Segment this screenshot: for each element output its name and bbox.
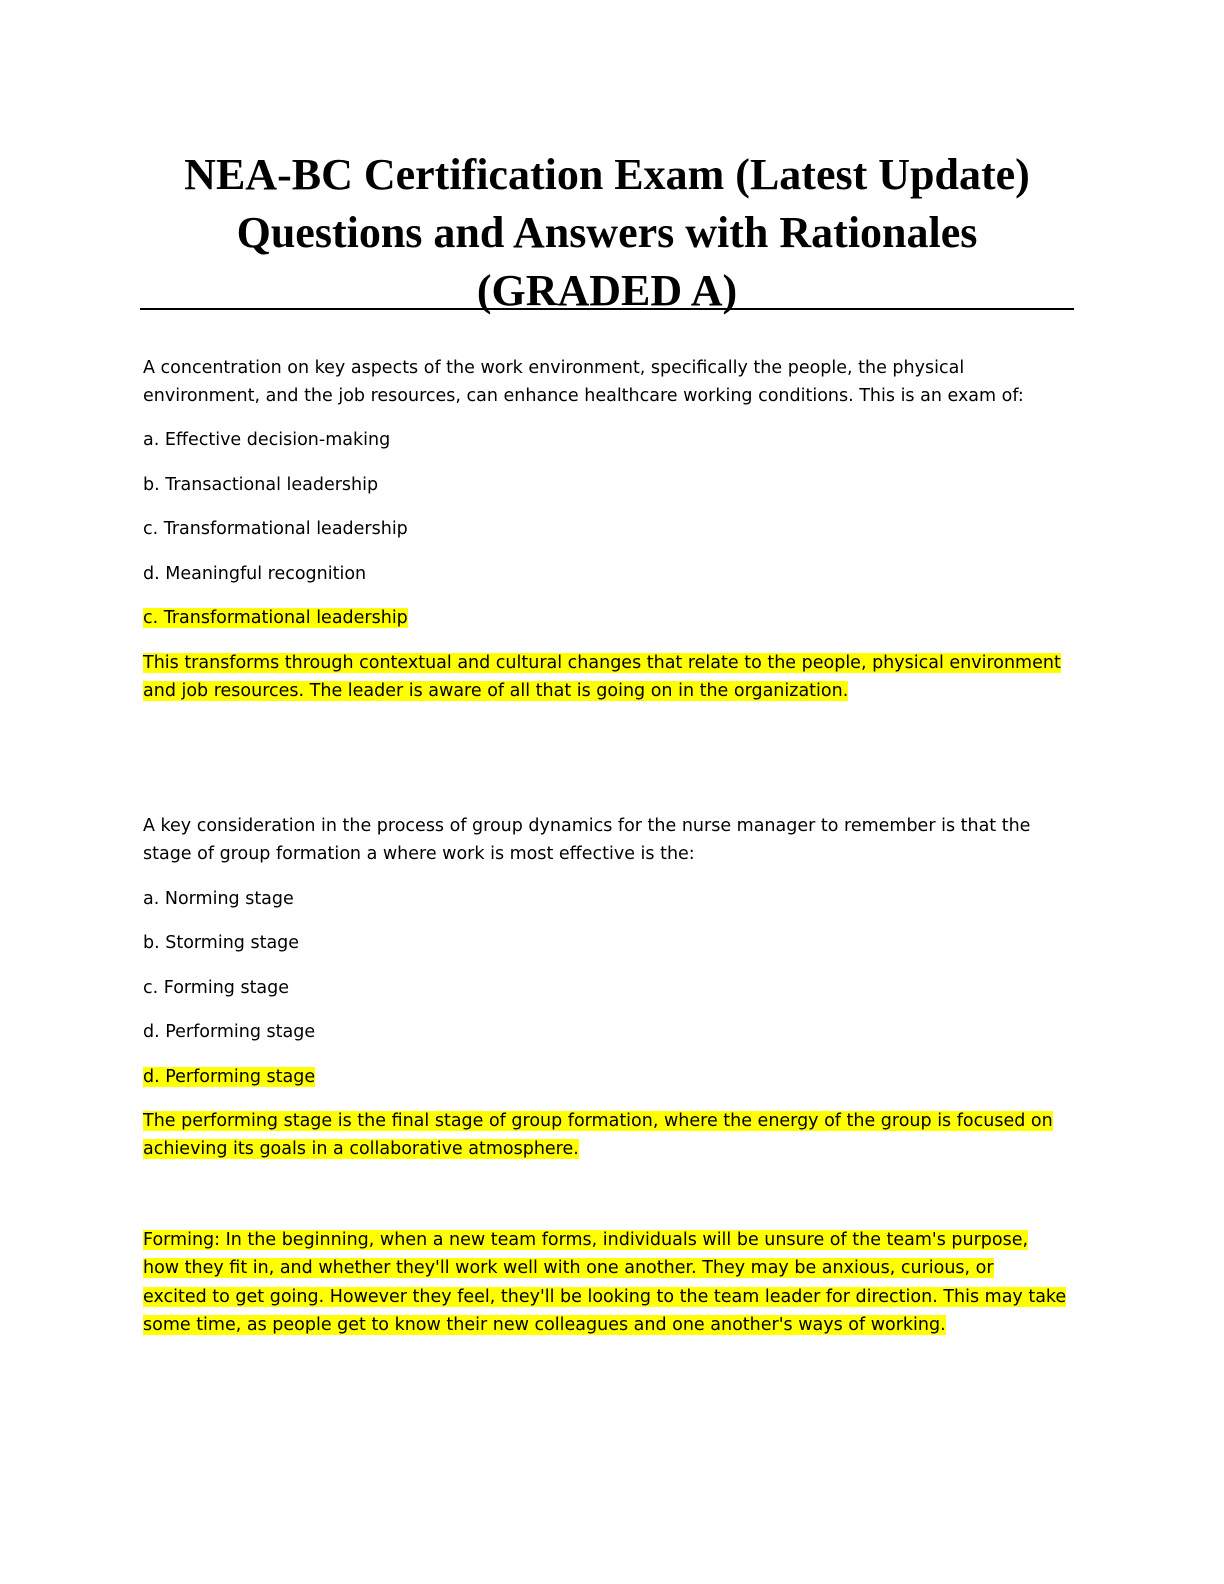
question-2-option-c: c. Forming stage bbox=[143, 978, 290, 998]
question-1-option-d: d. Meaningful recognition bbox=[143, 564, 367, 584]
question-2-rationale-line-1: The performing stage is the final stage of group formation, where the energy of the group is focused on bbox=[143, 1111, 1053, 1131]
question-2-option-b: b. Storming stage bbox=[143, 933, 300, 953]
question-2-answer: d. Performing stage bbox=[143, 1067, 316, 1087]
question-2-text-line-2: stage of group formation a where work is most effective is the: bbox=[143, 844, 695, 864]
forming-note-line-3: excited to get going. However they feel, they'll be looking to the team leader for direction. This may take bbox=[143, 1287, 1067, 1307]
page-title bbox=[140, 146, 1074, 320]
question-1-text-line-2: environment, and the job resources, can enhance healthcare working conditions. This is an exam of: bbox=[143, 386, 1024, 406]
question-1-rationale-line-2: and job resources. The leader is aware of all that is going on in the organization. bbox=[143, 681, 849, 701]
forming-note-line-2: how they fit in, and whether they'll work well with one another. They may be anxious, curious, or bbox=[143, 1258, 994, 1278]
question-1-option-a: a. Effective decision-making bbox=[143, 430, 391, 450]
question-2-text-line-1: A key consideration in the process of group dynamics for the nurse manager to remember is that the bbox=[143, 816, 1031, 836]
question-1-answer: c. Transformational leadership bbox=[143, 608, 408, 628]
forming-note-line-4: some time, as people get to know their new colleagues and one another's ways of working. bbox=[143, 1315, 946, 1335]
forming-note-line-1: Forming: In the beginning, when a new team forms, individuals will be unsure of the team's purpose, bbox=[143, 1230, 1029, 1250]
question-1-text-line-1: A concentration on key aspects of the work environment, specifically the people, the physical bbox=[143, 358, 965, 378]
question-2-option-d: d. Performing stage bbox=[143, 1022, 316, 1042]
question-1-option-c: c. Transformational leadership bbox=[143, 519, 408, 539]
title-line-1: NEA-BC Certification Exam (Latest Update) bbox=[184, 150, 1030, 199]
title-divider bbox=[140, 308, 1074, 310]
title-line-2: Questions and Answers with Rationales bbox=[236, 208, 978, 257]
title-line-3: (GRADED A) bbox=[476, 266, 738, 315]
question-1-rationale-line-1: This transforms through contextual and cultural changes that relate to the people, physical environment bbox=[143, 653, 1061, 673]
question-2-option-a: a. Norming stage bbox=[143, 889, 294, 909]
question-1-option-b: b. Transactional leadership bbox=[143, 475, 379, 495]
question-2-rationale-line-2: achieving its goals in a collaborative atmosphere. bbox=[143, 1139, 579, 1159]
